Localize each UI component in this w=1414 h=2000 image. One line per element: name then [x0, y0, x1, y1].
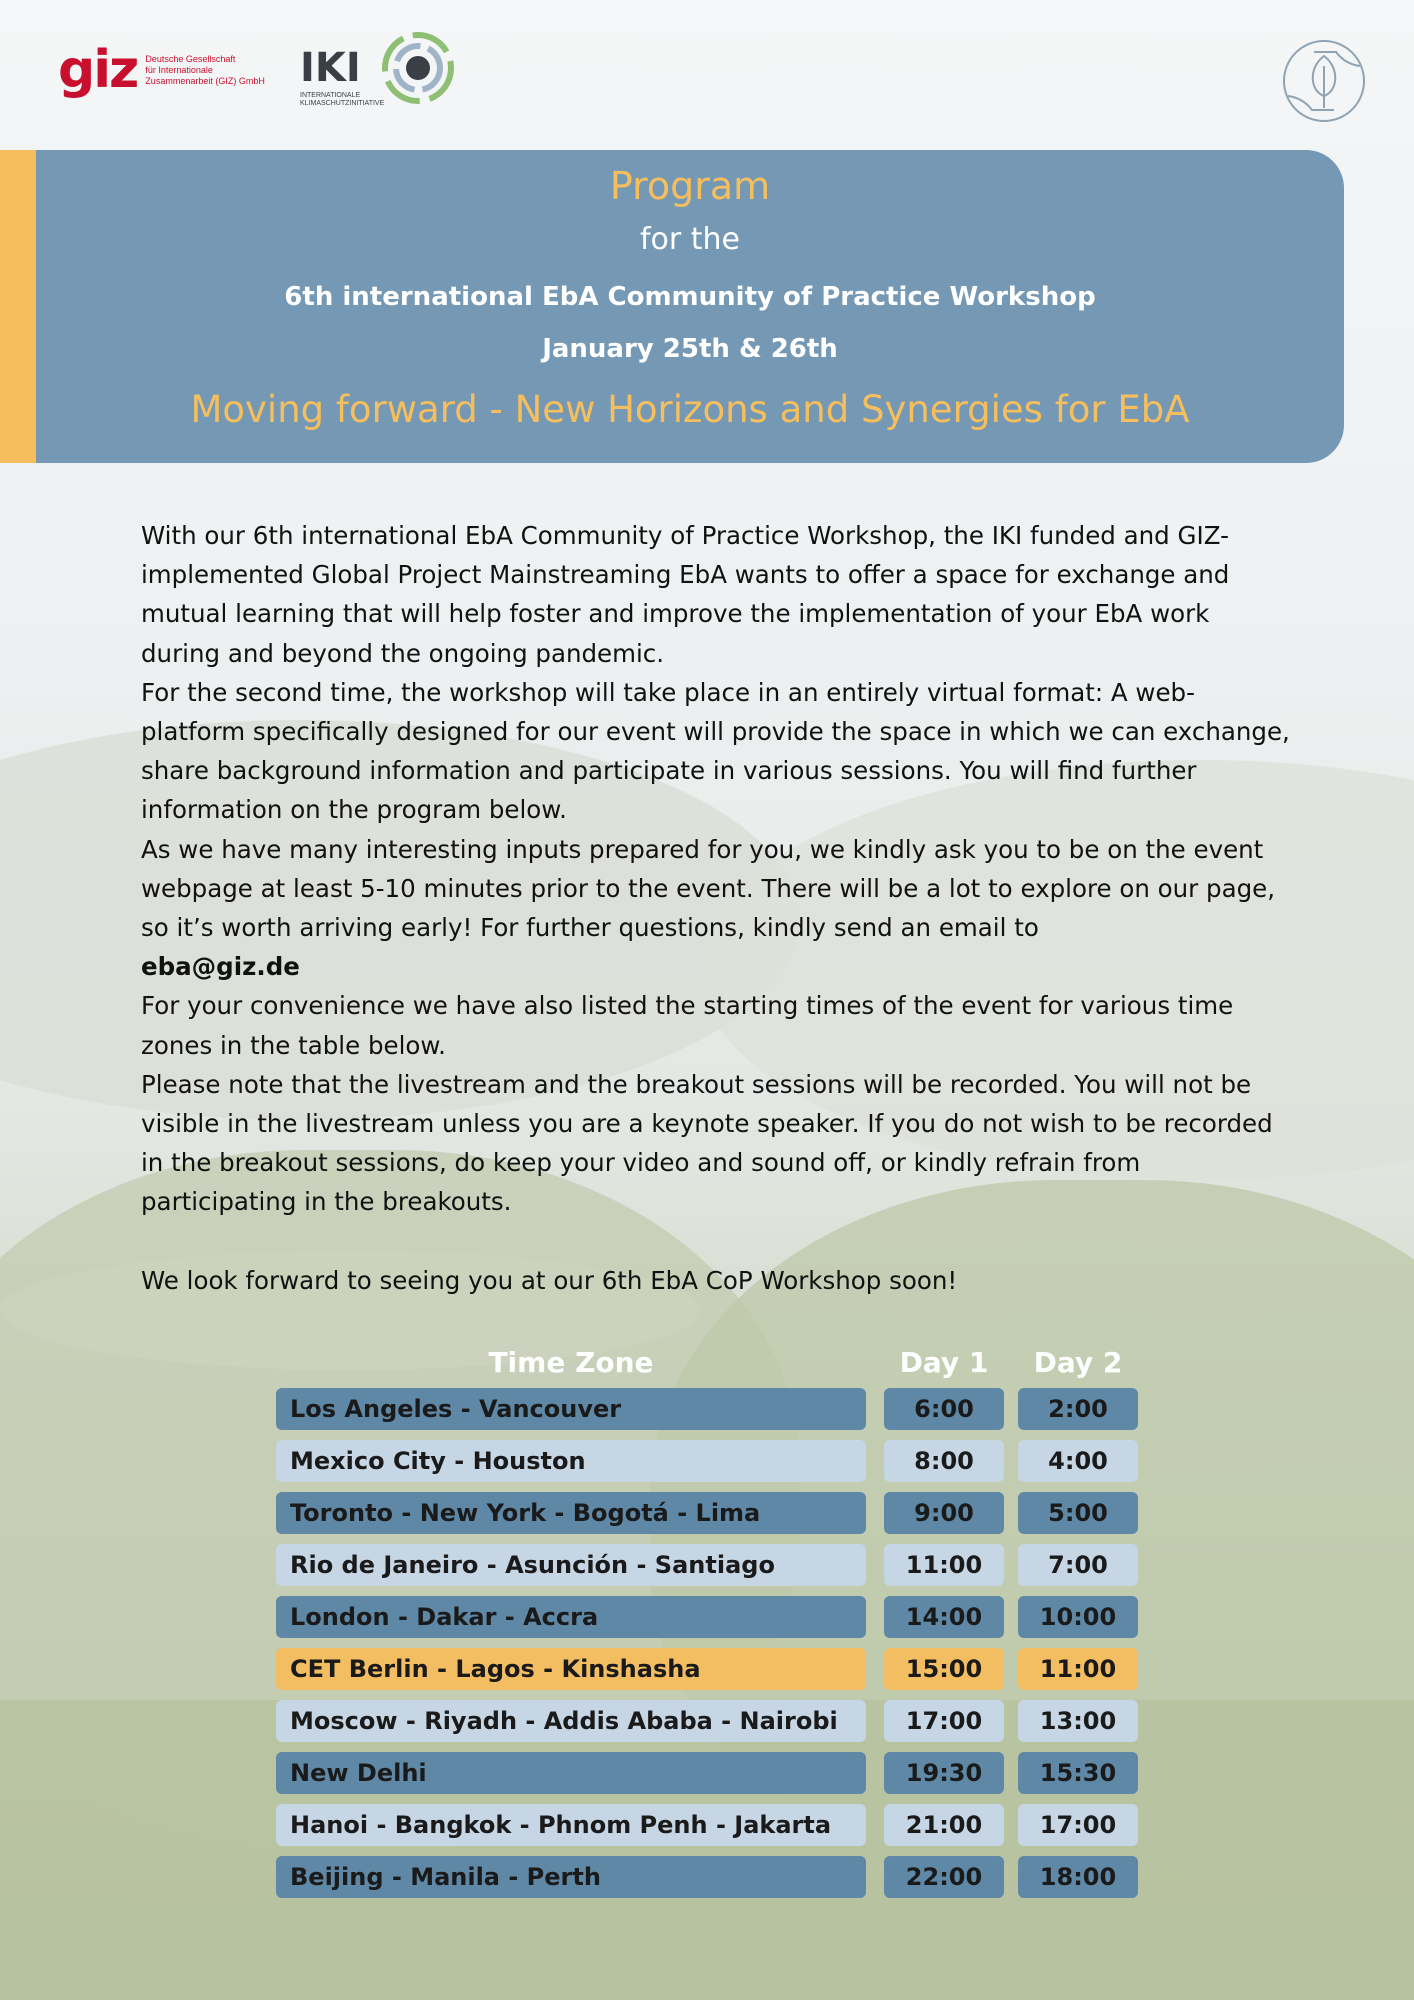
- timezone-cell: Toronto - New York - Bogotá - Lima: [276, 1492, 866, 1534]
- table-row: [276, 1856, 1140, 1898]
- giz-logo-line: Zusammenarbeit (GIZ) GmbH: [145, 75, 265, 86]
- day1-time-cell: 17:00: [884, 1700, 1004, 1742]
- timezone-cell: Rio de Janeiro - Asunción - Santiago: [276, 1544, 866, 1586]
- timezone-cell: CET Berlin - Lagos - Kinshasha: [276, 1648, 866, 1690]
- day2-time-cell: 5:00: [1018, 1492, 1138, 1534]
- table-row: [276, 1440, 1140, 1482]
- giz-logo-line: Deutsche Gesellschaft: [145, 53, 236, 64]
- hands-tree-icon: [1278, 36, 1370, 126]
- day1-time-cell: 11:00: [884, 1544, 1004, 1586]
- day1-time-cell: 8:00: [884, 1440, 1004, 1482]
- intro-paragraph: Please note that the livestream and the breakout sessions will be recorded. You will not be visible in the livestream unless you are a keynote speaker. If you do not wish to be recorded in the breakout sessions, do keep your video and sound off, or kindly refrain from participating in the breakouts.: [141, 1069, 1273, 1217]
- closing-line: We look forward to seeing you at our 6th EbA CoP Workshop soon!: [141, 1265, 958, 1295]
- banner-dates: January 25th & 26th: [542, 334, 838, 364]
- day2-time-cell: 11:00: [1018, 1648, 1138, 1690]
- day2-time-cell: 15:30: [1018, 1752, 1138, 1794]
- table-row: [276, 1700, 1140, 1742]
- giz-logo-word: giz: [58, 40, 138, 100]
- iki-logo: [300, 30, 456, 108]
- banner-subtitle: for the: [639, 222, 741, 257]
- timezone-cell: Los Angeles - Vancouver: [276, 1388, 866, 1430]
- table-row: [276, 1596, 1140, 1638]
- day2-time-cell: 18:00: [1018, 1856, 1138, 1898]
- giz-logo: [58, 40, 285, 100]
- giz-logo-line: für Internationale: [145, 64, 213, 75]
- intro-paragraph: For the second time, the workshop will take place in an entirely virtual format: A web-platform specifically designed for our event will provide the space in which we can exchange, share background information and participate in various sessions. You will find further information on the program below.: [141, 677, 1290, 825]
- table-header-day2: Day 2: [1033, 1346, 1123, 1379]
- table-header-day1: Day 1: [899, 1346, 989, 1379]
- day1-time-cell: 9:00: [884, 1492, 1004, 1534]
- day1-time-cell: 6:00: [884, 1388, 1004, 1430]
- program-banner: [36, 150, 1344, 463]
- iki-circle-icon: [380, 30, 456, 106]
- day1-time-cell: 22:00: [884, 1856, 1004, 1898]
- timezone-cell: Hanoi - Bangkok - Phnom Penh - Jakarta: [276, 1804, 866, 1846]
- table-row: [276, 1492, 1140, 1534]
- iki-logo-word: IKI: [300, 45, 361, 91]
- day2-time-cell: 4:00: [1018, 1440, 1138, 1482]
- table-header-timezone: Time Zone: [488, 1346, 654, 1379]
- iki-logo-line: INTERNATIONALE: [300, 92, 361, 99]
- iki-logo-line: KLIMASCHUTZINITIATIVE: [300, 100, 385, 107]
- day1-time-cell: 15:00: [884, 1648, 1004, 1690]
- day2-time-cell: 10:00: [1018, 1596, 1138, 1638]
- day2-time-cell: 17:00: [1018, 1804, 1138, 1846]
- intro-paragraph: As we have many interesting inputs prepared for you, we kindly ask you to be on the event webpage at least 5-10 minutes prior to the event. There will be a lot to explore on our page, so it’s worth arriving early! For further questions, kindly send an email to: [141, 834, 1276, 943]
- table-row: [276, 1544, 1140, 1586]
- banner-event-name: 6th international EbA Community of Practice Workshop: [284, 282, 1096, 312]
- timezone-cell: Moscow - Riyadh - Addis Ababa - Nairobi: [276, 1700, 866, 1742]
- day2-time-cell: 7:00: [1018, 1544, 1138, 1586]
- intro-paragraph: For your convenience we have also listed the starting times of the event for various time zones in the table below.: [141, 991, 1234, 1060]
- day1-time-cell: 21:00: [884, 1804, 1004, 1846]
- day1-time-cell: 14:00: [884, 1596, 1004, 1638]
- table-row: [276, 1804, 1140, 1846]
- email-link[interactable]: eba@giz.de: [141, 952, 300, 982]
- banner-title: Program: [609, 164, 771, 208]
- timezone-cell: London - Dakar - Accra: [276, 1596, 866, 1638]
- timezone-cell: New Delhi: [276, 1752, 866, 1794]
- giz-logo-text: [145, 54, 285, 87]
- day2-time-cell: 2:00: [1018, 1388, 1138, 1430]
- banner-motto: Moving forward - New Horizons and Synergies for EbA: [190, 388, 1190, 431]
- intro-text: [141, 516, 1291, 1300]
- timezone-cell: Beijing - Manila - Perth: [276, 1856, 866, 1898]
- table-row: [276, 1388, 1140, 1430]
- timezone-cell: Mexico City - Houston: [276, 1440, 866, 1482]
- intro-paragraph: With our 6th international EbA Community of Practice Workshop, the IKI funded and GIZ-implemented Global Project Mainstreaming EbA wants to offer a space for exchange and mutual learning that will help foster and improve the implementation of your EbA work during and beyond the ongoing pandemic.: [141, 521, 1230, 668]
- day2-time-cell: 13:00: [1018, 1700, 1138, 1742]
- table-row: [276, 1648, 1140, 1690]
- table-row: [276, 1752, 1140, 1794]
- banner-accent-bar: [0, 150, 36, 463]
- day1-time-cell: 19:30: [884, 1752, 1004, 1794]
